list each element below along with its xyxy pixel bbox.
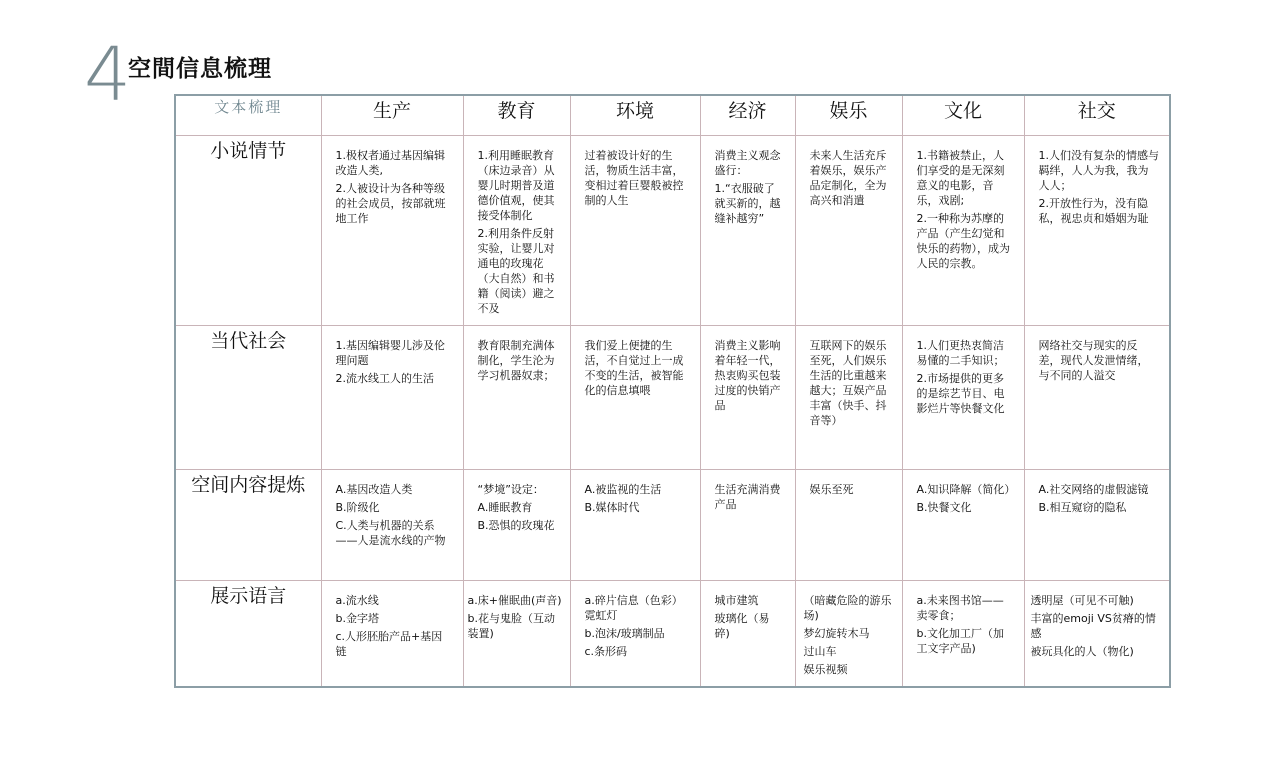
cell-text: B.媒体时代 [584, 500, 640, 514]
table-cell [570, 325, 700, 469]
section-title: 空間信息梳理 [128, 55, 272, 82]
cell-text: b.文化加工厂（加工文字产品) [916, 626, 1004, 655]
table-cell [1024, 580, 1170, 687]
cell-text: 1.人们没有复杂的情感与羁绊，人人为我，我为人人； [1038, 148, 1159, 192]
cell-text: 1.利用睡眠教育（床边录音）从婴儿时期普及道德价值观，使其接受体制化 [477, 148, 555, 222]
table-cell [795, 469, 902, 580]
cell-text: A.基因改造人类 [335, 482, 413, 496]
column-header: 文化 [902, 95, 1024, 135]
cell-text: 1.“衣服破了就买新的，越缝补越穷” [714, 181, 781, 225]
table-row [175, 325, 1170, 469]
cell-text: a.碎片信息（色彩）霓虹灯 [584, 593, 683, 622]
table-cell [1024, 325, 1170, 469]
table-cell [1024, 135, 1170, 325]
cell-text: 过山车 [803, 644, 837, 658]
cell-text: 我们爱上便捷的生活，不自觉过上一成不变的生活，被智能化的信息填喂 [584, 338, 684, 397]
header-row [175, 95, 1170, 135]
cell-text: B.阶级化 [335, 500, 380, 514]
table-cell [570, 135, 700, 325]
table-row [175, 135, 1170, 325]
cell-text: 2.市场提供的更多的是综艺节目、电影烂片等快餐文化 [916, 371, 1005, 415]
cell-text: A.被监视的生活 [584, 482, 662, 496]
cell-text: 娱乐至死 [809, 482, 854, 496]
table-cell [700, 469, 795, 580]
table-cell [463, 580, 570, 687]
column-header: 娱乐 [795, 95, 902, 135]
cell-text: 2.利用条件反射实验，让婴儿对通电的玫瑰花（大自然）和书籍（阅读）避之不及 [477, 226, 555, 315]
column-header: 经济 [700, 95, 795, 135]
table-cell [321, 469, 463, 580]
cell-text: 过着被设计好的生活，物质生活丰富，变相过着巨婴般被控制的人生 [584, 148, 684, 207]
cell-text: 未来人生活充斥着娱乐，娱乐产品定制化，全为高兴和消遣 [809, 148, 887, 207]
table-cell [321, 135, 463, 325]
table-cell [902, 325, 1024, 469]
table-cell [795, 135, 902, 325]
cell-text: 1.书籍被禁止，人们享受的是无深刻意义的电影，音乐，戏剧; [916, 148, 1005, 207]
cell-text: 玻璃化（易碎) [714, 611, 770, 640]
cell-text: 消费主义观念盛行： [714, 148, 781, 177]
cell-text: C.人类与机器的关系——人是流水线的产物 [335, 518, 446, 547]
table-cell [1024, 469, 1170, 580]
cell-text: b.花与鬼脸（互动装置) [467, 611, 555, 640]
table-cell [321, 325, 463, 469]
cell-text: B.恐惧的玫瑰花 [477, 518, 555, 532]
table-cell [463, 325, 570, 469]
cell-text: 1.基因编辑婴儿涉及伦理问题 [335, 338, 445, 367]
cell-text: 1.人们更热衷简洁易懂的二手知识； [916, 338, 1005, 367]
info-grid [174, 94, 1171, 688]
table-cell [321, 580, 463, 687]
table-cell [795, 325, 902, 469]
cell-text: “梦境”设定： [477, 482, 544, 496]
cell-text: 丰富的emoji VS贫瘠的情感 [1030, 611, 1156, 640]
column-header: 社交 [1024, 95, 1170, 135]
table-row [175, 580, 1170, 687]
row-header: 当代社会 [175, 325, 321, 469]
cell-text: 梦幻旋转木马 [803, 626, 870, 640]
column-header: 生产 [321, 95, 463, 135]
table-cell [902, 469, 1024, 580]
cell-text: b.金字塔 [335, 611, 379, 625]
table-row [175, 469, 1170, 580]
table-cell [700, 135, 795, 325]
cell-text: a.流水线 [335, 593, 379, 607]
cell-text: b.泡沫/玻璃制品 [584, 626, 665, 640]
cell-text: 被玩具化的人（物化) [1030, 644, 1134, 658]
cell-text: 2.人被设计为各种等级的社会成员，按部就班地工作 [335, 181, 446, 225]
info-table [174, 94, 1169, 679]
cell-text: a.床+催眠曲(声音) [467, 593, 562, 607]
cell-text: A.知识降解（简化） [916, 482, 1016, 496]
cell-text: 2.一种称为苏摩的产品（产生幻觉和快乐的药物），成为人民的宗教。 [916, 211, 1010, 270]
cell-text: 生活充满消费产品 [714, 482, 781, 511]
column-header: 教育 [463, 95, 570, 135]
corner-label: 文本梳理 [175, 95, 321, 135]
cell-text: B.快餐文化 [916, 500, 972, 514]
cell-text: 教育限制充满体制化，学生沦为学习机器奴隶； [477, 338, 555, 382]
cell-text: 互联网下的娱乐至死，人们娱乐生活的比重越来越大；互娱产品丰富（快手、抖音等） [809, 338, 887, 427]
cell-text: c.人形胚胎产品+基因链 [335, 629, 443, 658]
cell-text: 娱乐视频 [803, 662, 848, 676]
table-cell [795, 580, 902, 687]
cell-text: 2.开放性行为，没有隐私，视忠贞和婚姻为耻 [1038, 196, 1149, 225]
table-cell [700, 325, 795, 469]
row-header: 小说情节 [175, 135, 321, 325]
section-number: 4 [84, 32, 132, 118]
cell-text: （暗藏危险的游乐场) [803, 593, 892, 622]
cell-text: a.未来图书馆——卖零食； [916, 593, 1004, 622]
cell-text: A.社交网络的虚假滤镜 [1038, 482, 1149, 496]
row-header: 空间内容提炼 [175, 469, 321, 580]
cell-text: 透明屋（可见不可触) [1030, 593, 1134, 607]
table-cell [700, 580, 795, 687]
table-cell [463, 469, 570, 580]
cell-text: 2.流水线工人的生活 [335, 371, 434, 385]
cell-text: 1.极权者通过基因编辑改造人类, [335, 148, 445, 177]
row-header: 展示语言 [175, 580, 321, 687]
cell-text: c.条形码 [584, 644, 628, 658]
table-cell [570, 580, 700, 687]
column-header: 环境 [570, 95, 700, 135]
cell-text: B.相互窥窃的隐私 [1038, 500, 1127, 514]
table-cell [902, 580, 1024, 687]
cell-text: A.睡眠教育 [477, 500, 533, 514]
cell-text: 网络社交与现实的反差，现代人发泄情绪，与不同的人溢交 [1038, 338, 1149, 382]
table-cell [463, 135, 570, 325]
table-cell [902, 135, 1024, 325]
cell-text: 城市建筑 [714, 593, 759, 607]
table-cell [570, 469, 700, 580]
cell-text: 消费主义影响着年轻一代，热衷购买包装过度的快销产品 [714, 338, 781, 412]
